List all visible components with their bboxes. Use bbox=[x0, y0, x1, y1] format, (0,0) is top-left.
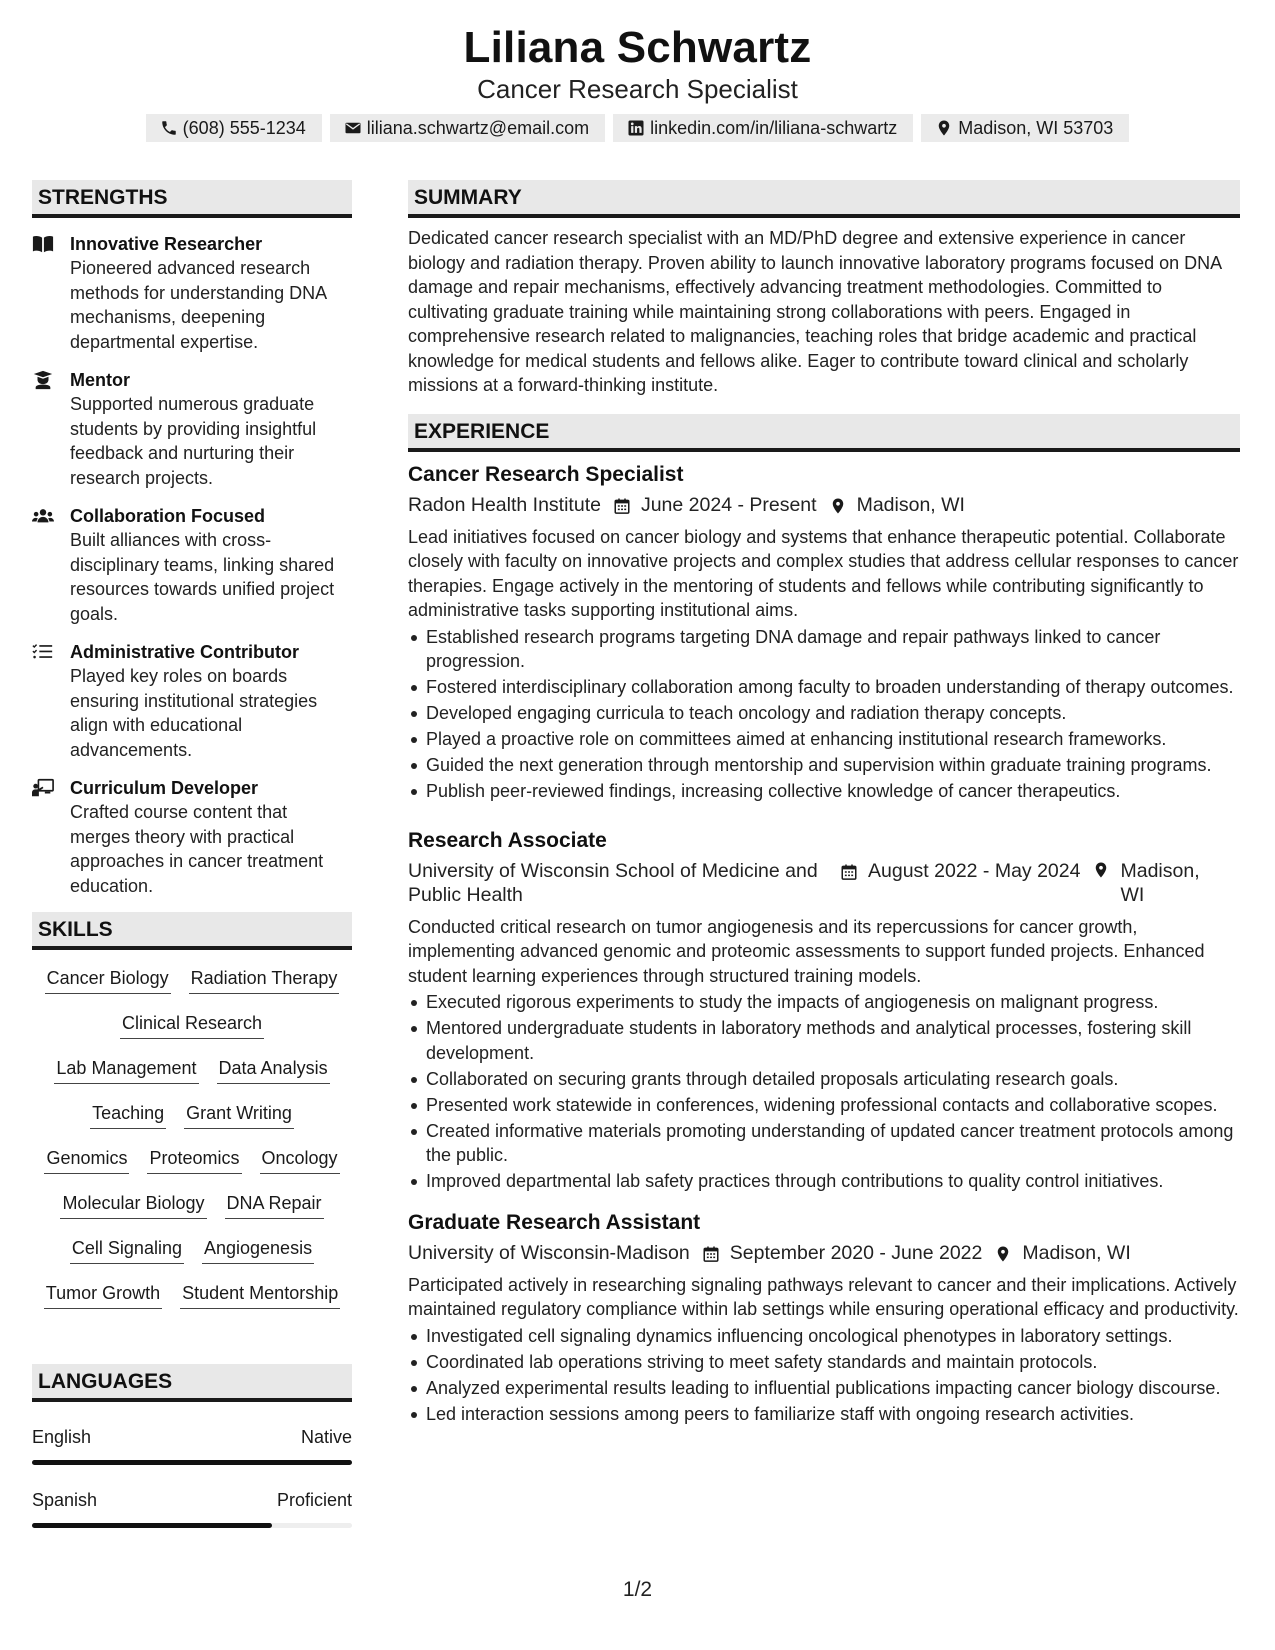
job-location-text: Madison, WI bbox=[856, 493, 965, 516]
strength-title: Innovative Researcher bbox=[70, 234, 263, 254]
strength-description: Pioneered advanced research methods for understanding DNA mechanisms, deepening departmental expertise. bbox=[70, 258, 327, 352]
skill-tag: Angiogenesis bbox=[202, 1236, 314, 1264]
language-item bbox=[32, 1424, 352, 1465]
experience-bullet: Led interaction sessions among peers to familiarize staff with ongoing research activities. bbox=[408, 1402, 1240, 1427]
experience-list bbox=[408, 460, 1240, 1427]
contact-linkedin[interactable] bbox=[613, 114, 913, 142]
strength-title: Administrative Contributor bbox=[70, 642, 300, 662]
skill-tag: Genomics bbox=[44, 1146, 129, 1174]
job-dates-text: September 2020 - June 2022 bbox=[729, 1241, 983, 1264]
contact-location-text: Madison, WI 53703 bbox=[958, 117, 1114, 138]
calendar-icon bbox=[840, 863, 868, 881]
map-pin-icon bbox=[994, 1245, 1022, 1263]
map-pin-icon bbox=[935, 119, 953, 137]
job-dates bbox=[613, 493, 817, 517]
job-dates bbox=[702, 1241, 983, 1265]
right-column bbox=[408, 180, 1240, 1428]
strength-description: Supported numerous graduate students by providing insightful feedback and nurturing their research projects. bbox=[70, 394, 317, 488]
language-level: Native bbox=[300, 1427, 352, 1447]
skill-tag: Teaching bbox=[90, 1101, 166, 1129]
job-meta bbox=[408, 493, 1240, 517]
strength-description: Crafted course content that merges theory with practical approaches in cancer treatment education. bbox=[70, 802, 324, 896]
experience-bullet: Created informative materials promoting understanding of updated cancer treatment protocols among the public. bbox=[408, 1119, 1240, 1168]
book-icon bbox=[32, 232, 70, 354]
experience-bullet: Mentored undergraduate students in laboratory methods and analytical processes, fostering skill development. bbox=[408, 1016, 1240, 1065]
checklist-icon bbox=[32, 640, 70, 762]
skill-tag: Grant Writing bbox=[184, 1101, 294, 1129]
experience-entry bbox=[408, 460, 1240, 804]
skill-row bbox=[36, 1281, 348, 1326]
skills-heading: SKILLS bbox=[32, 912, 352, 950]
experience-bullet: Established research programs targeting DNA damage and repair pathways linked to cancer progression. bbox=[408, 625, 1240, 674]
languages-heading: LANGUAGES bbox=[32, 1364, 352, 1402]
graduate-icon bbox=[32, 368, 70, 490]
experience-bullet: Fostered interdisciplinary collaboration among faculty to broaden understanding of therapy outcomes. bbox=[408, 675, 1240, 700]
job-meta bbox=[408, 859, 1240, 907]
language-name: English bbox=[32, 1427, 92, 1447]
experience-bullet: Publish peer-reviewed findings, increasing collective knowledge of cancer therapeutics. bbox=[408, 779, 1240, 804]
skill-tag: DNA Repair bbox=[225, 1191, 324, 1219]
skill-row bbox=[36, 1191, 348, 1236]
strength-item bbox=[32, 504, 352, 626]
summary-heading: SUMMARY bbox=[408, 180, 1240, 218]
strengths-list bbox=[32, 232, 352, 898]
strength-item bbox=[32, 640, 352, 762]
strengths-heading: STRENGTHS bbox=[32, 180, 352, 218]
experience-bullet: Executed rigorous experiments to study the impacts of angiogenesis on malignant progress. bbox=[408, 990, 1240, 1015]
language-level: Proficient bbox=[276, 1490, 352, 1510]
language-proficiency-fill bbox=[32, 1523, 272, 1528]
skill-row bbox=[36, 1101, 348, 1146]
skills-list bbox=[32, 966, 352, 1326]
skill-tag: Lab Management bbox=[54, 1056, 198, 1084]
experience-bullet: Developed engaging curricula to teach oncology and radiation therapy concepts. bbox=[408, 701, 1240, 726]
strength-title: Mentor bbox=[70, 370, 130, 390]
experience-bullet: Improved departmental lab safety practices through contributions to quality control initiatives. bbox=[408, 1169, 1240, 1194]
skill-row bbox=[36, 1146, 348, 1191]
job-dates bbox=[840, 859, 1080, 883]
contact-linkedin-text: linkedin.com/in/liliana-schwartz bbox=[650, 117, 898, 138]
contact-phone[interactable] bbox=[146, 114, 322, 142]
experience-bullet: Played a proactive role on committees aimed at enhancing institutional research frameworks. bbox=[408, 727, 1240, 752]
experience-entry bbox=[408, 1208, 1240, 1427]
skill-tag: Data Analysis bbox=[217, 1056, 330, 1084]
skill-tag: Cell Signaling bbox=[70, 1236, 184, 1264]
job-location bbox=[1092, 859, 1217, 907]
job-organization: University of Wisconsin-Madison bbox=[408, 1241, 690, 1264]
language-proficiency-bar bbox=[32, 1460, 352, 1465]
calendar-icon bbox=[702, 1245, 730, 1263]
page-number: 1/2 bbox=[622, 1578, 653, 1601]
skill-tag: Radiation Therapy bbox=[189, 966, 340, 994]
skill-tag: Molecular Biology bbox=[60, 1191, 206, 1219]
strength-item bbox=[32, 776, 352, 898]
skill-row bbox=[36, 1236, 348, 1281]
job-bullets bbox=[408, 990, 1240, 1194]
contact-phone-text: (608) 555-1234 bbox=[182, 117, 306, 138]
calendar-icon bbox=[613, 497, 641, 515]
skill-tag: Tumor Growth bbox=[44, 1281, 162, 1309]
teacher-board-icon bbox=[32, 776, 70, 898]
job-title: Graduate Research Assistant bbox=[408, 1210, 701, 1234]
experience-bullet: Collaborated on securing grants through detailed proposals articulating research goals. bbox=[408, 1067, 1240, 1092]
language-name: Spanish bbox=[32, 1490, 98, 1510]
linkedin-icon bbox=[627, 119, 645, 137]
summary-text: Dedicated cancer research specialist with an MD/PhD degree and extensive experience in cancer biology and radiation therapy. Proven ability to launch innovative laboratory programs focused on DNA damage and repair mechanisms, effectively advancing treatment methodologies. Committed to cultivating graduate training while maintaining strong collaborations with peers. Engaged in comprehensive research related to malignancies, teaching roles that bridge academic and practical knowledge for medical students and fellows alike. Eager to contribute toward clinical and scholarly missions at a forward-thinking institute. bbox=[408, 228, 1222, 395]
job-location-text: Madison, WI bbox=[1120, 859, 1200, 906]
candidate-title: Cancer Research Specialist bbox=[477, 74, 798, 104]
skill-tag: Proteomics bbox=[147, 1146, 241, 1174]
job-organization: Radon Health Institute bbox=[408, 493, 601, 516]
experience-heading: EXPERIENCE bbox=[408, 414, 1240, 452]
contact-email[interactable] bbox=[330, 114, 605, 142]
users-icon bbox=[32, 504, 70, 626]
skill-tag: Oncology bbox=[260, 1146, 340, 1174]
map-pin-icon bbox=[829, 497, 857, 515]
map-pin-icon bbox=[1092, 861, 1120, 879]
job-description: Participated actively in researching signaling pathways relevant to cancer and their implications. Actively maintained regulatory compliance within lab settings while ensuring operational efficacy and productivity. bbox=[408, 1274, 1239, 1319]
language-proficiency-bar bbox=[32, 1523, 352, 1528]
envelope-icon bbox=[344, 119, 362, 137]
left-column bbox=[32, 180, 352, 1528]
job-description: Conducted critical research on tumor angiogenesis and its repercussions for cancer growth, implementing advanced genomic and proteomic assessments to support funded projects. Enhanced student learning experiences through structured training models. bbox=[408, 916, 1205, 986]
language-item bbox=[32, 1487, 352, 1528]
strength-description: Built alliances with cross-disciplinary teams, linking shared resources towards unified project goals. bbox=[70, 530, 335, 624]
strength-item bbox=[32, 232, 352, 354]
skill-row bbox=[36, 966, 348, 1011]
job-location bbox=[829, 493, 965, 517]
experience-bullet: Coordinated lab operations striving to meet safety standards and maintain protocols. bbox=[408, 1350, 1240, 1375]
job-location bbox=[994, 1241, 1130, 1265]
experience-bullet: Guided the next generation through mentorship and supervision within graduate training programs. bbox=[408, 753, 1240, 778]
skill-row bbox=[36, 1011, 348, 1056]
contact-email-text: liliana.schwartz@email.com bbox=[366, 117, 590, 138]
experience-bullet: Presented work statewide in conferences, widening professional contacts and collaborative scopes. bbox=[408, 1093, 1240, 1118]
job-dates-text: August 2022 - May 2024 bbox=[868, 859, 1081, 882]
skill-tag: Cancer Biology bbox=[45, 966, 171, 994]
experience-bullet: Analyzed experimental results leading to influential publications impacting cancer biology discourse. bbox=[408, 1376, 1240, 1401]
job-bullets bbox=[408, 625, 1240, 804]
skill-tag: Student Mentorship bbox=[180, 1281, 340, 1309]
job-location-text: Madison, WI bbox=[1022, 1241, 1131, 1264]
contact-bar bbox=[0, 114, 1275, 142]
job-meta bbox=[408, 1241, 1240, 1265]
job-organization: University of Wisconsin School of Medicine and Public Health bbox=[408, 859, 818, 906]
job-dates-text: June 2024 - Present bbox=[640, 493, 817, 516]
job-title: Cancer Research Specialist bbox=[408, 462, 684, 486]
strength-description: Played key roles on boards ensuring institutional strategies align with educational advancements. bbox=[70, 666, 318, 760]
strength-item bbox=[32, 368, 352, 490]
phone-icon bbox=[160, 119, 178, 137]
skill-row bbox=[36, 1056, 348, 1101]
strength-title: Curriculum Developer bbox=[70, 778, 259, 798]
skill-tag: Clinical Research bbox=[120, 1011, 264, 1039]
job-title: Research Associate bbox=[408, 828, 607, 852]
strength-title: Collaboration Focused bbox=[70, 506, 266, 526]
language-proficiency-fill bbox=[32, 1460, 352, 1465]
experience-bullet: Investigated cell signaling dynamics influencing oncological phenotypes in laboratory settings. bbox=[408, 1324, 1240, 1349]
candidate-name: Liliana Schwartz bbox=[463, 23, 812, 72]
languages-section bbox=[32, 1364, 352, 1528]
experience-entry bbox=[408, 826, 1240, 1194]
resume-header bbox=[0, 22, 1275, 142]
contact-location bbox=[921, 114, 1129, 142]
job-bullets bbox=[408, 1324, 1240, 1427]
job-description: Lead initiatives focused on cancer biology and systems that enhance therapeutic potential. Collaborate closely with faculty on innovative projects and complex studies that address cellular responses to cancer therapies. Engage actively in the mentoring of students and fellows while contributing significantly to administrative tasks supporting institutional aims. bbox=[408, 526, 1239, 620]
